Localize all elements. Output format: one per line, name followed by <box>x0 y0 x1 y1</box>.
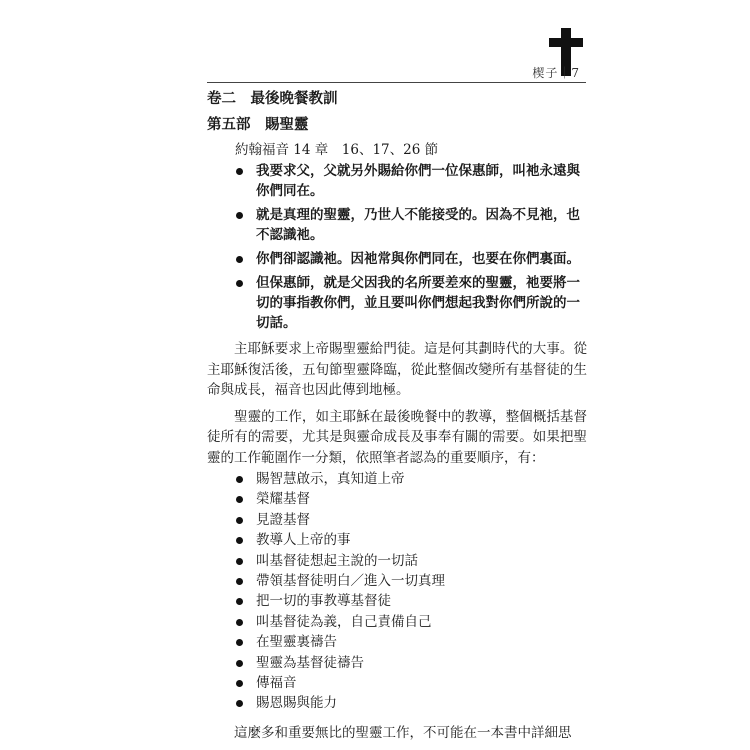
work-item: 榮耀基督 <box>207 489 587 509</box>
section-title: 卷二 最後晚餐教訓 <box>207 90 338 107</box>
work-item: 叫基督徒想起主說的一切話 <box>207 551 587 571</box>
cross-horizontal-bar <box>549 38 583 47</box>
verse-item: 就是真理的聖靈，乃世人不能接受的。因為不見祂，也不認識祂。 <box>207 205 587 245</box>
work-item: 帶領基督徒明白／進入一切真理 <box>207 571 587 591</box>
part-title: 第五部 賜聖靈 <box>207 116 309 133</box>
body-paragraph: 聖靈的工作，如主耶穌在最後晚餐中的教導，整個概括基督徒所有的需要，尤其是與靈命成長及事奉有關的需要。如果把聖靈的工作範圍作一分類，依照筆者認為的重要順序，有： <box>207 408 587 466</box>
work-item: 聖靈為基督徒禱告 <box>207 653 587 673</box>
work-item: 把一切的事教導基督徒 <box>207 591 587 611</box>
work-item: 教導人上帝的事 <box>207 530 587 550</box>
work-item: 傳福音 <box>207 673 587 693</box>
work-item: 在聖靈裏禱告 <box>207 632 587 652</box>
final-paragraph: 這麼多和重要無比的聖靈工作，不可能在一本書中詳細思 <box>234 724 572 741</box>
verse-item: 我要求父，父就另外賜給你們一位保惠師，叫祂永遠與你們同在。 <box>207 161 587 201</box>
work-item: 賜恩賜與能力 <box>207 693 587 713</box>
header-rule <box>207 82 586 83</box>
body-paragraph: 主耶穌要求上帝賜聖靈給門徒。這是何其劃時代的大事。從主耶穌復活後，五旬節聖靈降臨，從此整個改變所有基督徒的生命與成長，福音也因此傳到地極。 <box>207 341 587 398</box>
scripture-reference: 約翰福音 14 章 16、17、26 節 <box>235 142 439 158</box>
holy-spirit-work-list <box>207 469 587 714</box>
running-head: 楔子｜7 <box>532 66 580 80</box>
work-item: 叫基督徒為義，自己責備自己 <box>207 612 587 632</box>
verse-item: 但保惠師，就是父因我的名所要差來的聖靈，祂要將一切的事指教你們，並且要叫你們想起我對你們所說的一切話。 <box>207 273 587 333</box>
work-item: 見證基督 <box>207 510 587 530</box>
verse-item: 你們卻認識祂。因祂常與你們同在，也要在你們裏面。 <box>207 249 587 269</box>
page-body <box>207 89 587 743</box>
verse-list <box>207 161 587 333</box>
work-item: 賜智慧啟示，真知道上帝 <box>207 469 587 489</box>
